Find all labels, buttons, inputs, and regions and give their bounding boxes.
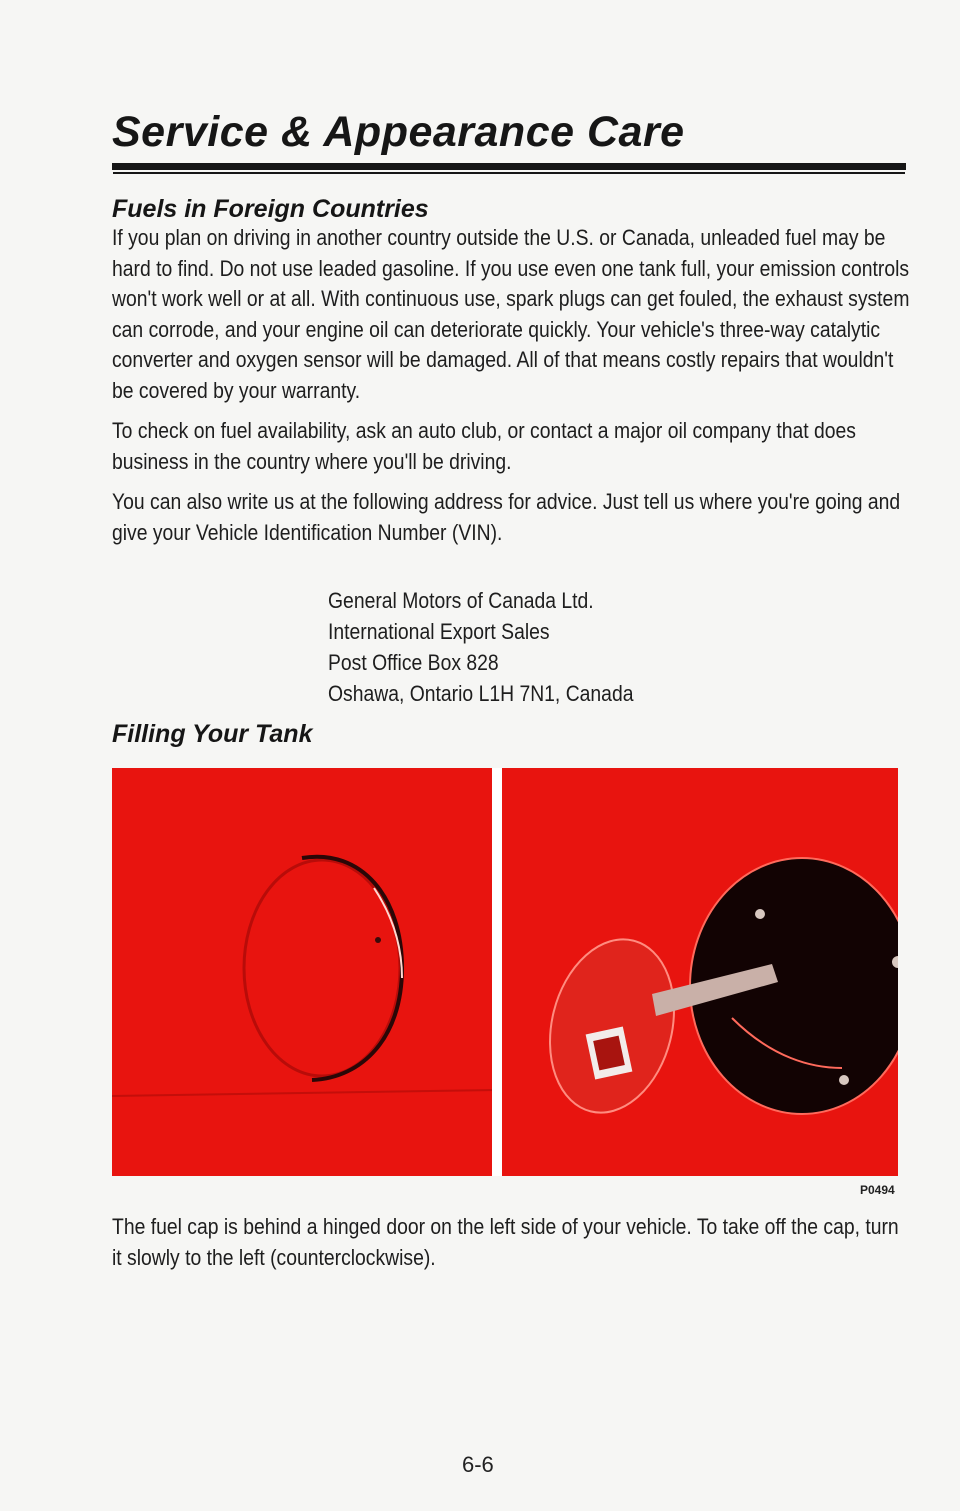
page-number: 6-6	[462, 1452, 494, 1477]
fuels-paragraph-1: If you plan on driving in another country outside the U.S. or Canada, unleaded fuel may be hard to find. Do not use leaded gasoline. If you use even one tank full, your emission controls won't work well or at all. With continuous use, spark plugs can get fouled, the exhaust system can corrode, and your engine oil can deteriorate quickly. Your vehicle's three-way catalytic converter and oxygen sensor will be damaged. All of that means costly repairs that wouldn't be covered by your warranty.	[112, 225, 910, 403]
photo-id-label: P0494	[860, 1183, 895, 1197]
fuels-heading: Fuels in Foreign Countries	[112, 195, 429, 223]
address-line: International Export Sales	[328, 619, 550, 644]
mailing-address	[328, 585, 633, 709]
filling-body	[112, 1212, 903, 1273]
filling-heading: Filling Your Tank	[112, 720, 313, 748]
address-line: Post Office Box 828	[328, 650, 499, 675]
header-rule	[112, 163, 906, 172]
fuels-body	[112, 223, 910, 548]
fuel-door-illustration	[112, 768, 898, 1176]
address-line: General Motors of Canada Ltd.	[328, 588, 594, 613]
filling-paragraph: The fuel cap is behind a hinged door on the left side of your vehicle. To take off the cap, turn it slowly to the left (counterclockwise).	[112, 1214, 899, 1270]
fuels-paragraph-3: You can also write us at the following address for advice. Just tell us where you're going and give your Vehicle Identification Number (VIN).	[112, 489, 901, 545]
fuels-paragraph-2: To check on fuel availability, ask an auto club, or contact a major oil company that does business in the country where you'll be driving.	[112, 418, 856, 474]
address-line: Oshawa, Ontario L1H 7N1, Canada	[328, 681, 634, 706]
fuel-door-photo	[112, 768, 898, 1176]
panel-divider	[492, 768, 502, 1176]
page-header-title: Service & Appearance Care	[112, 108, 685, 156]
